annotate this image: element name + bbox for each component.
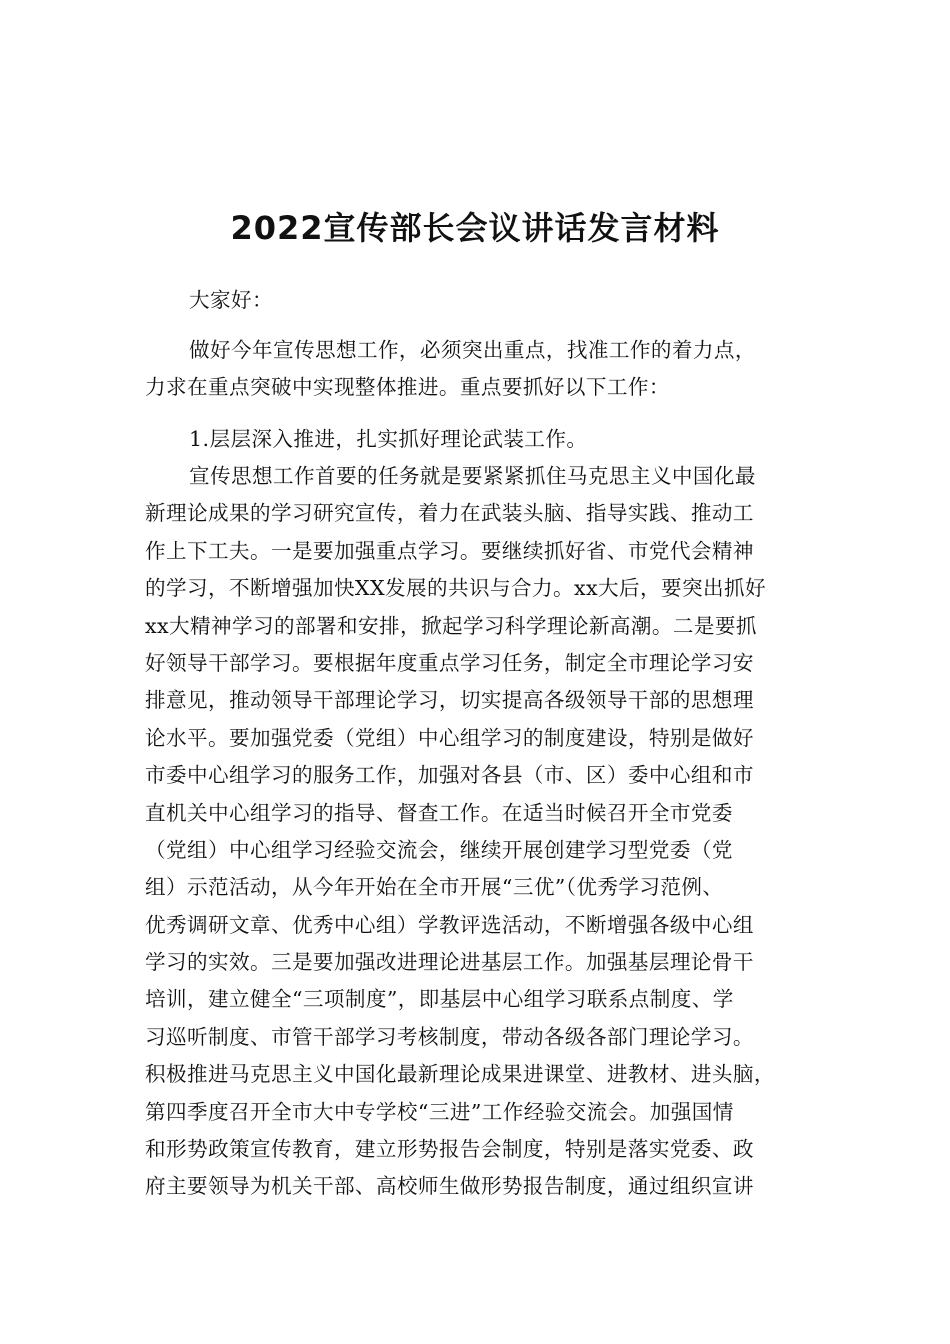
greeting-line: 大家好： bbox=[189, 288, 273, 312]
body-line: 直机关中心组学习的指导、督查工作。在适当时候召开全市党委 bbox=[145, 800, 733, 825]
section-heading-line: 1.层层深入推进，扎实抓好理论武装工作。 bbox=[189, 427, 588, 451]
section1-heading bbox=[145, 421, 805, 458]
body-line: 排意见，推动领导干部理论学习，切实提高各级领导干部的思想理 bbox=[145, 688, 754, 713]
body-line: 习巡听制度、市管干部学习考核制度，带动各级各部门理论学习。 bbox=[145, 1024, 754, 1049]
body-line: 宣传思想工作首要的任务就是要紧紧抓住马克思主义中国化最 bbox=[189, 464, 756, 488]
body-line: 作上下工夫。一是要加强重点学习。要继续抓好省、市党代会精神 bbox=[145, 538, 754, 563]
intro-line: 力求在重点突破中实现整体推进。重点要抓好以下工作： bbox=[145, 375, 670, 400]
body-line: 学习的实效。三是要加强改进理论进基层工作。加强基层理论骨干 bbox=[145, 950, 754, 975]
body-line: （党组）中心组学习经验交流会，继续开展创建学习型党委（党 bbox=[145, 837, 733, 862]
body-line: 新理论成果的学习研究宣传，着力在武装头脑、指导实践、推动工 bbox=[145, 501, 754, 526]
body-line: 积极推进马克思主义中国化最新理论成果进课堂、进教材、进头脑， bbox=[145, 1062, 775, 1087]
body-line: 的学习，不断增强加快XX发展的共识与合力。xx大后，要突出抓好 bbox=[145, 576, 766, 601]
body-line: 优秀调研文章、优秀中心组）学教评选活动，不断增强各级中心组 bbox=[145, 912, 754, 937]
body-line: 和形势政策宣传教育，建立形势报告会制度，特别是落实党委、政 bbox=[145, 1137, 754, 1162]
greeting-paragraph bbox=[145, 282, 805, 319]
section1-body-paragraph bbox=[145, 458, 805, 1206]
body-line: 培训，建立健全“三项制度”，即基层中心组学习联系点制度、学 bbox=[145, 987, 734, 1012]
intro-paragraph bbox=[145, 332, 805, 407]
body-line: xx大精神学习的部署和安排，掀起学习科学理论新高潮。二是要抓 bbox=[145, 613, 757, 638]
body-line: 府主要领导为机关干部、高校师生做形势报告制度，通过组织宣讲 bbox=[145, 1174, 754, 1199]
body-line: 组）示范活动，从今年开始在全市开展“三优”（优秀学习范例、 bbox=[145, 875, 724, 900]
intro-line: 做好今年宣传思想工作，必须突出重点，找准工作的着力点， bbox=[189, 338, 756, 362]
body-line: 第四季度召开全市大中专学校“三进”工作经验交流会。加强国情 bbox=[145, 1099, 734, 1124]
document-title: 2022宣传部长会议讲话发言材料 bbox=[230, 209, 720, 247]
body-line: 好领导干部学习。要根据年度重点学习任务，制定全市理论学习安 bbox=[145, 650, 754, 675]
body-line: 论水平。要加强党委（党组）中心组学习的制度建设，特别是做好 bbox=[145, 725, 754, 750]
body-line: 市委中心组学习的服务工作，加强对各县（市、区）委中心组和市 bbox=[145, 763, 754, 788]
